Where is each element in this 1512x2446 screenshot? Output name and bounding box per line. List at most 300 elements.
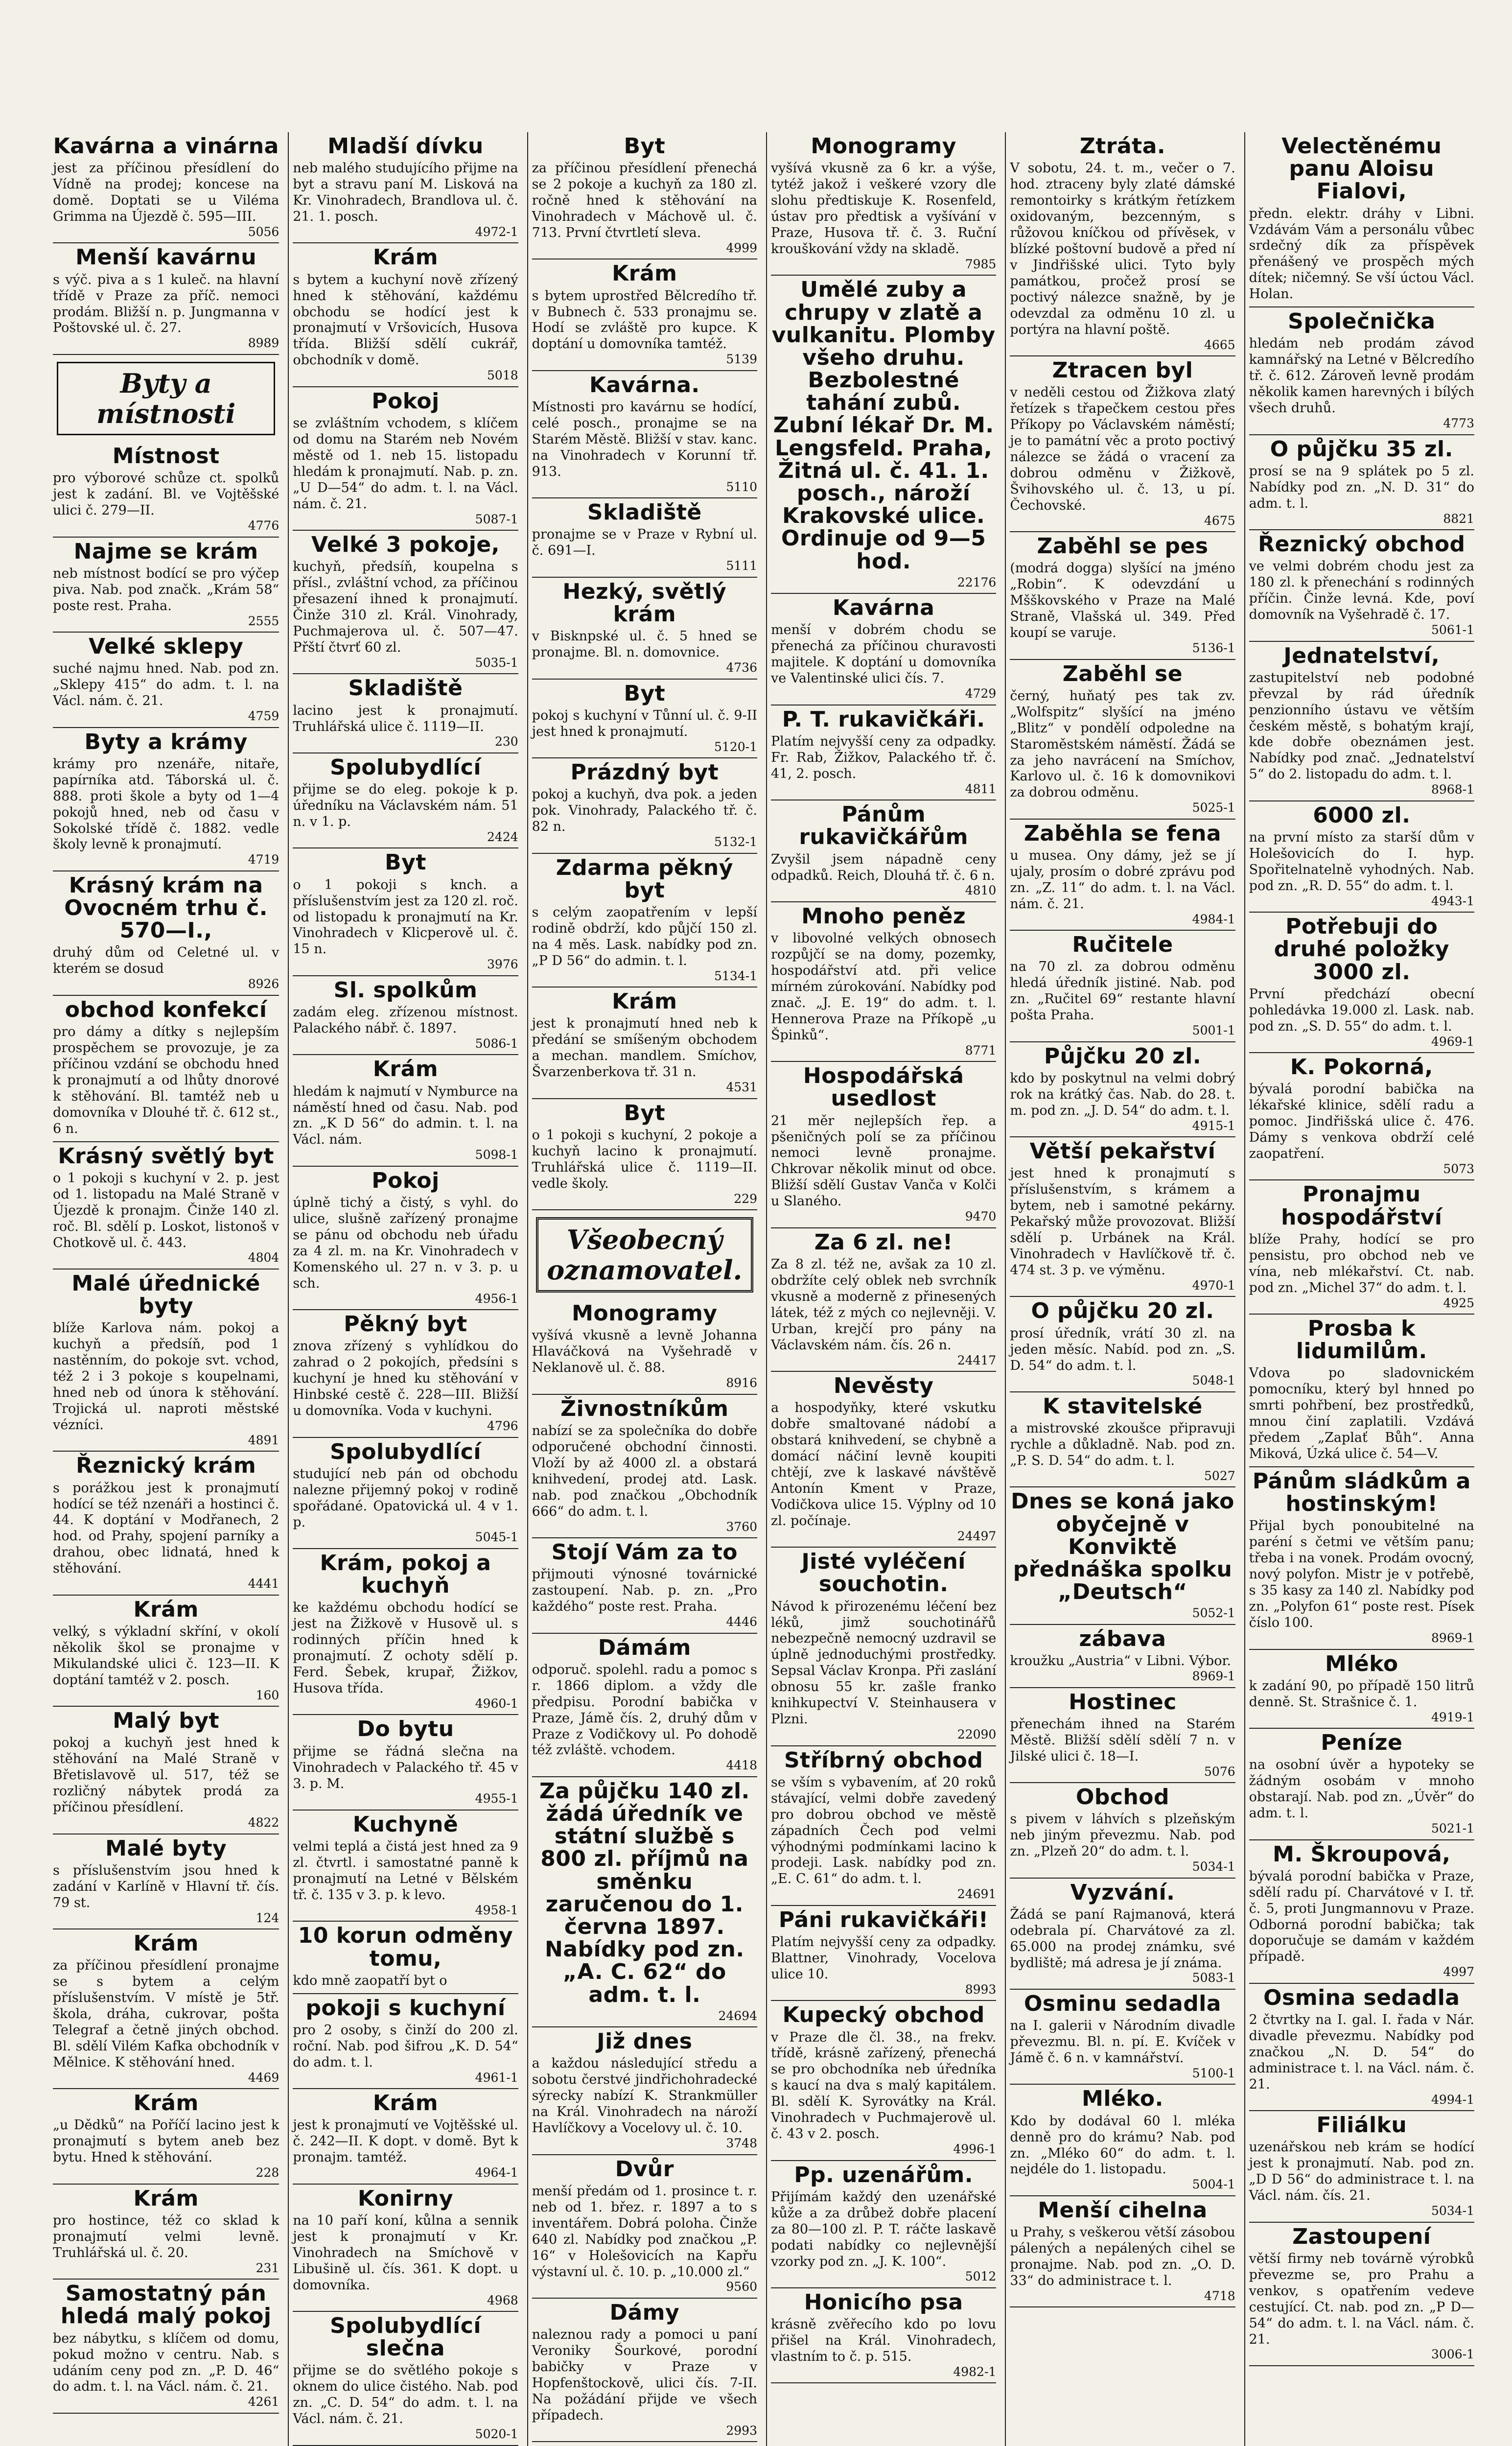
ad-heading: Pánům rukavičkářům	[799, 802, 968, 850]
ad-body: neb místnost bodící se pro výčep piva. Nab. pod značk. „Krám 58“ poste rest. Praha.	[53, 565, 279, 613]
ad-body: odporuč. spolehl. radu a pomoc s r. 1866 diplom. a vždy dle předpisu. Porodní babička v Praze, Jámě čís. 2, druhý dům v Praze z Vodičkovy ul. Po dohodě též zvláště. vchodem.	[532, 1662, 757, 1758]
ad-code: 8989	[248, 336, 279, 351]
ad-body: pro dámy a dítky s nejlepším prospěchem se provozuje, je za příčinou vzdání se obchodu hned k pronajmutí a od lhůty dnorové k stěhování. Bl. tamtéž neb u domovníka v Dlouhé tř. č. 612 st., 6 n.	[53, 1024, 279, 1136]
ad-body: Žádá se paní Rajmanová, která odebrala pí. Charvátové za zl. 65.000 na prodej známku, své bydliště; má adresa je jí známa.	[1010, 1906, 1235, 1971]
ad-code: 4719	[248, 852, 279, 867]
classified-ad	[293, 848, 518, 976]
ad-body: jest k pronajmutí hned neb k předání se smíšeným obchodem a mechan. mandlem. Smíchov, Švarzenberkova tř. 31 n.	[532, 1016, 757, 1080]
ad-body: větší firmy neb továrně výrobků převezme se, pro Prahu a venkov, s opatřením vedeve cestující. Ct. nab. pod zn. „P D—54“ do adm. t. l. na Václ. nám. č. 21.	[1249, 2251, 1474, 2347]
ad-body: předn. elektr. dráhy v Libni. Vzdávám Vám a personálu vůbec srdečný dík za příspěvek přenášený ve prospěch mých dítek; ničemný. Se vší úctou Václ. Holan.	[1249, 206, 1474, 302]
ad-code: 3976	[487, 957, 518, 972]
classified-ad	[293, 2089, 518, 2185]
ad-heading: P. T. rukavičkáři.	[782, 706, 985, 732]
ad-code: 229	[734, 1191, 757, 1206]
ad-code: 5110	[726, 479, 757, 494]
ad-heading: Krám	[133, 2186, 199, 2211]
ad-body: s bytem a kuchyní nově zřízený hned k stěhování, každému obchodu se hodící jest k pronajmutí v Vršovicích, Husova třída. Bližší sdělí cukrář, obchodník v domě.	[293, 272, 518, 368]
ad-heading: Pěkný byt	[344, 1312, 467, 1337]
ad-heading: Ztracen byl	[1052, 358, 1193, 383]
classified-ad	[53, 996, 279, 1142]
ad-heading: Byt	[624, 134, 666, 159]
ad-code: 4811	[965, 781, 997, 796]
ad-heading: Krám	[612, 989, 677, 1014]
classified-ad	[53, 871, 279, 996]
classified-ad	[532, 132, 757, 259]
ad-heading: Dnes se koná jako obyčejně v Konviktě přednáška spolku „Deutsch“	[1011, 1489, 1234, 1605]
ad-code: 8821	[1443, 511, 1474, 526]
ad-code: 4915-1	[1192, 1118, 1235, 1133]
ad-heading: Velké 3 pokoje,	[311, 532, 500, 558]
ad-code: 8969-1	[1431, 1631, 1474, 1645]
ad-body: „u Dědků“ na Poříčí lacino jest k pronajmutí s bytem aneb bez bytu. Hned k stěhování.	[53, 2117, 279, 2165]
ad-code: 4773	[1443, 416, 1474, 431]
ad-body: studující neb pán od obchodu nalezne přijemný pokoj v rodině spořádané. Opatovická ul. 4 v 1. p.	[293, 1466, 518, 1530]
ad-code: 8916	[726, 1376, 757, 1390]
ad-code: 4418	[726, 1758, 757, 1773]
ad-heading: Mladší dívku	[327, 134, 484, 159]
ad-body: a každou následující středu a sobotu čerstvé jindřichohradecké sýrecky nabízí K. Strankmüller na Král. Vinohradech na nároží Havlíčkovy a Vocelovy ul. č. 10.	[532, 2056, 757, 2136]
ad-body: s porážkou jest k pronajmutí hodící se též nzenáři a hostinci č. 44. K doptání v Modřanech, 2 hod. od Prahy, spojení parníky a drahou, obec lidnatá, hned k stěhování.	[53, 1480, 279, 1576]
ad-body: ke každému obchodu hodící se jest na Žižkově v Husově ul. s rodinných příčin hned k pronajmutí. Z ochoty sdělí p. Ferd. Šebek, krupař, Žižkov, Husova třída.	[293, 1600, 518, 1696]
ad-code: 5139	[726, 352, 757, 367]
column-5	[1005, 132, 1239, 2446]
classified-ad	[1010, 1688, 1235, 1784]
classified-ad	[771, 1548, 996, 1746]
classified-ad	[1249, 913, 1474, 1053]
ad-heading: Pokoj	[372, 388, 440, 414]
ad-body: krámy pro nzenáře, nitaře, papírníka atd. Táborská ul. č. 888. proti škole a byty od 1—4 pokojů hned, neb od času v Sokolské třídě č. 1882. vedle školy levně k pronajmutí.	[53, 756, 279, 852]
ad-body: 21 měr nejlepších řep. a pšeničných polí se za příčinou nemoci levně pronajme. Chkrovar několik minut od obce. Bližší sdělí Gustav Vanča v Kolči u Slaného.	[771, 1113, 997, 1209]
ad-heading: Již dnes	[597, 2029, 693, 2054]
ad-code: 4955-1	[475, 1791, 518, 1806]
ad-body: hledám k najmutí v Nymburce na náměstí hned od času. Nab. pod zn. „K D 56“ do admin. t. l. na Václ. nám.	[293, 1083, 518, 1148]
ad-body: vyšívá vkusně za 6 kr. a výše, tytéž jakož i veškeré vzory dle slohu předtiskuje K. Rosenfeld, ústav pro předtisk a vyšívání v Praze, Husova tř. č. 3. Ruční krouškování vždy na skladě.	[771, 161, 997, 257]
ad-heading: Zaběhl se pes	[1037, 534, 1209, 559]
ad-body: za příčinou přesídlení pronajme se s bytem a celým příslušenstvím. V místě je 5tř. škola, dráha, cukrovar, pošta Telegraf a četně jiných obchod. Bl. sdělí Vilém Kafka obchodník v Mělnice. K stěhování hned.	[53, 1958, 279, 2070]
ad-code: 4675	[1204, 513, 1235, 528]
ad-body: zastupitelství neb podobné převzal by rád úředník penzionního ústavu ve větším českém městě, s bohatým krají, kde dobře obeznámen jest. Nabídky pod znač. „Jednatelství 5“ do 2. listopadu do adm. t. l.	[1249, 670, 1474, 782]
ad-code: 5087-1	[475, 512, 518, 526]
ad-heading: Větší pekařství	[1029, 1139, 1216, 1164]
ad-heading: K stavitelské	[1043, 1393, 1203, 1419]
ad-body: uzenářskou neb krám se hodící jest k pronajmutí. Nab. pod zn. „D D 56“ do administrace t. l. na Václ. nám. čís. 21.	[1249, 2140, 1474, 2204]
classified-ad	[771, 2288, 996, 2384]
ad-code: 4796	[487, 1419, 518, 1433]
ad-body: blíže Prahy, hodící se pro pensistu, pro obchod neb ve vína, neb mlékařství. Ct. nab. pod zn. „Michel 37“ do adm. t. l.	[1249, 1231, 1474, 1295]
classified-ad	[53, 1270, 279, 1452]
ad-code: 8771	[965, 1043, 997, 1058]
classified-ad	[53, 1834, 279, 1930]
ad-code: 4956-1	[475, 1291, 518, 1306]
ad-heading: Skladiště	[348, 676, 463, 701]
ad-code: 4822	[248, 1815, 279, 1830]
ad-heading: Monogramy	[811, 134, 956, 159]
classified-ad	[293, 753, 518, 849]
ad-code: 5025-1	[1192, 800, 1235, 815]
ad-code: 4958-1	[475, 1903, 518, 1917]
ad-code: 5001-1	[1192, 1023, 1235, 1038]
classified-ad	[532, 2027, 757, 2155]
ad-heading: Malé úřednické byty	[71, 1270, 260, 1319]
ad-body: a hospodyňky, které vskutku dobře smaltované nádobí a obstará knihvedení, se chybně a domácí náčiní levně koupiti chtějí, zve k laskavé návštěvě Antonín Kment v Praze, Vodičkova ulice 15. Výplny od 10 zl. počínaje.	[771, 1400, 997, 1529]
ad-body: s příslušenstvím jsou hned k zadání v Karlíně v Hlavní tř. čís. 79 st.	[53, 1862, 279, 1910]
ad-code: 5052-1	[1192, 1606, 1235, 1621]
ad-code: 8993	[965, 1982, 997, 1997]
ad-code: 4810	[965, 883, 997, 898]
ad-heading: Kupecký obchod	[782, 2002, 985, 2028]
ad-code: 5120-1	[714, 739, 757, 754]
classified-ad	[1010, 1990, 1235, 2085]
ad-body: blíže Karlova nám. pokoj a kuchyň a předsíň, pod 1 nastěnním, do pokoje svt. vchod, též 2 i 3 pokoje s koupelnami, hned neb od února k stěhování. Trojická ul. naproti městské vézníci.	[53, 1320, 279, 1433]
ad-heading: Samostatný pán hledá malý pokoj	[60, 2281, 272, 2329]
ad-heading: Menší cihelna	[1038, 2197, 1208, 2223]
ad-body: na I. galerii v Národním divadle převezmu. Bl. n. pí. E. Kvíček v Jámě č. 6 n. v kamnářství.	[1010, 2018, 1235, 2066]
classified-ad	[1010, 1879, 1235, 1990]
ad-heading: Obchod	[1075, 1785, 1169, 1810]
ad-code: 8968-1	[1431, 782, 1474, 797]
ad-code: 8969-1	[1192, 1669, 1235, 1683]
ad-code: 4997	[1443, 1965, 1474, 1979]
ad-code: 4729	[965, 686, 997, 701]
classified-ad	[771, 902, 996, 1062]
classified-ad	[771, 1228, 996, 1372]
ad-heading: Velké sklepy	[88, 634, 244, 659]
ad-body: ve velmi dobrém chodu jest za 180 zl. k přenechání s rodinných příčin. Činže levná. Kde, poví domovník na Vyšehradě č. 17.	[1249, 559, 1474, 623]
ad-heading: Malý byt	[113, 1708, 220, 1734]
classified-ad	[293, 1549, 518, 1716]
ad-code: 5004-1	[1192, 2177, 1235, 2192]
ad-heading: Ztráta.	[1079, 134, 1166, 159]
classified-ad	[293, 2312, 518, 2446]
ad-code: 24694	[718, 2008, 757, 2023]
ad-body: pokoj a kuchyň, dva pok. a jeden pok. Vinohrady, Palackého tř. č. 82 n.	[532, 787, 757, 835]
ad-body: velký, s výkladní skříní, v okolí několik škol se pronajme v Mikulandské ulici č. 123—II. K doptání tamtéž v 2. posch.	[53, 1623, 279, 1688]
ad-code: 2555	[248, 613, 279, 628]
ad-code: 22176	[957, 575, 997, 589]
ad-heading: Společnička	[1288, 309, 1436, 334]
ad-code: 5086-1	[475, 1036, 518, 1051]
ad-heading: Dámy	[609, 2300, 680, 2325]
ad-body: zadám eleg. zřízenou místnost. Palackého nábř. č. 1897.	[293, 1005, 518, 1036]
classified-ad	[1249, 1650, 1474, 1729]
ad-code: 5083-1	[1192, 1971, 1235, 1985]
ad-heading: Půjčku 20 zl.	[1044, 1043, 1202, 1069]
ad-body: krásně zvěřecího kdo po lovu přišel na Král. Vinohradech, vlastním to č. p. 515.	[771, 2317, 997, 2364]
classified-ad	[1249, 132, 1474, 307]
ad-heading: Za půjčku 140 zl. žádá úředník ve státní službě s 800 zl. příjmů na směnku zaručenou do 1. června 1897. Nabídky pod zn. „A. C. 62“ do adm. t. l.	[539, 1778, 750, 2007]
classified-ad	[53, 243, 279, 354]
ad-heading: 10 korun odměny tomu,	[298, 1923, 513, 1971]
ad-code: 3006-1	[1431, 2347, 1474, 2362]
classified-ad	[1010, 1783, 1235, 1879]
ad-body: kuchyň, předsíň, koupelna s přísl., zvláštní vchod, za příčinou přesazení ihned k pronajmutí. Činže 310 zl. Král. Vinohrady, Puchmajerova ul. č. 507—47. Přští čtvrť 60 zl.	[293, 559, 518, 655]
ad-body: a mistrovské zkoušce připravuji rychle a důkladně. Nab. pod zn. „P. S. D. 54“ do adm. t. l.	[1010, 1421, 1235, 1468]
classified-ad	[1249, 2223, 1474, 2366]
ad-code: 5048-1	[1192, 1373, 1235, 1388]
classified-ad	[53, 633, 279, 728]
classified-ad	[532, 1538, 757, 1634]
classified-ad	[532, 854, 757, 988]
ad-body: černý, huňatý pes tak zv. „Wolfspitz“ slyšící na jméno „Blitz“ v pondělí odpoledne na Staroměstském náměstí. Žádá se za jeho navrácení na Smíchov, Karlovo ul. č. 16 k domovnikovi za dobrou odměnu.	[1010, 688, 1235, 800]
ad-body: o 1 pokoji s kuchyní v 2. p. jest od 1. listopadu na Malé Straně v Újezdě k pronajm. Činže 140 zl. roč. Bl. sdělí p. Loskot, listonoš v Chotkově ul. č. 443.	[53, 1170, 279, 1250]
ad-heading: Řeznický obchod	[1258, 532, 1465, 557]
newspaper-page	[49, 132, 1478, 2442]
ad-code: 4446	[726, 1615, 757, 1629]
classified-ad	[532, 259, 757, 371]
classified-ad	[1010, 1392, 1235, 1488]
ad-code: 9560	[726, 2280, 757, 2294]
ad-body: Vdova po sladovnickém pomocníku, který byl hnned po smrti pohřbení, bez prostředků, mnou činí zaplatili. Vzdává předem „Zaplať Bůh“. Anna Miková, Úzká ulice č. 54—V.	[1249, 1365, 1474, 1462]
ad-body: pokoj s kuchyní v Tůnní ul. č. 9-II jest hned k pronajmutí.	[532, 707, 757, 739]
classified-ad	[771, 1906, 996, 2001]
classified-ad	[771, 706, 996, 801]
ad-code: 24417	[957, 1353, 997, 1367]
classified-ad	[53, 1596, 279, 1707]
ad-code: 5021-1	[1431, 1821, 1474, 1835]
ad-code: 5132-1	[714, 835, 757, 849]
classified-ad	[1010, 1625, 1235, 1688]
ad-body: Přijímám každý den uzenářské kůže a za drůbež dobře placení za 80—100 zl. P. T. ráčte laskavě podati nabídky co nejlevnější vzorky pod zn. „J. K. 100“.	[771, 2189, 997, 2269]
ad-body: Za 8 zl. též ne, avšak za 10 zl. obdržíte celý oblek neb svrchník vkusně a moderně z přinesených látek, též z mých co nejlevněji. V. Urban, krejčí pro pány na Václavském nám. čís. 26 n.	[771, 1256, 997, 1353]
ad-body: hledám neb prodám závod kamnářský na Letné v Bělcredího tř. č. 612. Zároveň levně prodám několik kamen harevných i bílých všech druhů.	[1249, 336, 1474, 416]
classified-ad	[293, 1715, 518, 1811]
classified-ad	[293, 1055, 518, 1166]
ad-body: druhý dům od Celetné ul. v kterém se dosud	[53, 945, 279, 977]
ad-heading: Hezký, světlý krám	[562, 579, 727, 627]
ad-body: Místnosti pro kavárnu se hodící, celé posch., pronajme se na Starém Městě. Bližší v stav. kanc. na Vinohradech v Korunní tř. 913.	[532, 400, 757, 479]
ad-heading: O půjčku 20 zl.	[1031, 1298, 1214, 1324]
ad-body: kroužku „Austria“ v Libni. Výbor.	[1010, 1653, 1231, 1669]
classified-ad	[532, 1299, 757, 1395]
ad-body: s celým zaopatřením v lepší rodině obdrží, kdo půjčí 150 zl. na 4 měs. Lask. nabídky pod zn. „P D 56“ do admin. t. l.	[532, 904, 757, 968]
classified-ad	[1010, 532, 1235, 659]
classified-ad	[771, 1746, 996, 1906]
ad-body: o 1 pokoji s knch. a příslušenstvím jest za 120 zl. roč. od listopadu k pronajmutí na Kr. Vinohradech v Klicperově ul. č. 15 n.	[293, 877, 518, 957]
ad-heading: Filiálku	[1316, 2113, 1407, 2138]
ad-code: 5134-1	[714, 968, 757, 983]
ad-heading: Malé byty	[105, 1835, 227, 1861]
ad-heading: Do bytu	[357, 1717, 454, 1742]
classified-ad	[1010, 2085, 1235, 2196]
classified-ad	[1249, 435, 1474, 531]
ad-code: 5136-1	[1192, 641, 1235, 656]
ad-code: 4919-1	[1431, 1710, 1474, 1724]
ad-body: velmi teplá a čistá jest hned za 9 zl. čtvrtl. i samostatné panně k pronajmutí na Letné v Bělském tř. č. 135 v 3. p. k levo.	[293, 1839, 518, 1903]
ad-heading: Krám	[372, 2091, 439, 2116]
ad-heading: Jednatelství,	[1283, 643, 1440, 668]
ad-code: 4984-1	[1192, 912, 1235, 926]
ad-body: menší předám od 1. prosince t. r. neb od 1. břez. r. 1897 a to s inventářem. Dobrá poloha. Činže 640 zl. Nabídky pod značkou „P. 16“ v Holešovicích na Kapřu výstavní ul. č. 10. p. „10.000 zl.“	[532, 2183, 757, 2280]
ad-code: 4531	[726, 1080, 757, 1095]
ad-code: 4665	[1204, 337, 1235, 352]
ad-code: 4925	[1443, 1295, 1474, 1310]
ad-heading: Spolubydlící slečna	[330, 2313, 481, 2361]
classified-ad	[53, 2089, 279, 2185]
classified-ad	[1010, 1042, 1235, 1138]
classified-ad	[532, 2299, 757, 2442]
classified-ad	[293, 387, 518, 531]
ad-body: s bytem uprostřed Bělcredího tř. v Bubnech č. 533 pronajmu se. Hodí se zvláště pro kupce. K doptání u domovníka tamtéž.	[532, 288, 757, 352]
classified-ad	[1010, 132, 1235, 356]
ad-body: se zvláštním vchodem, s klíčem od domu na Starém neb Novém městě od 1. neb 15. listopadu hledám k pronajmutí. Nab. p. zn. „U D—54“ do adm. t. l. na Václ. nám. č. 21.	[293, 415, 518, 512]
column-3	[527, 132, 761, 2446]
classified-ad	[293, 531, 518, 674]
classified-ad	[53, 442, 279, 538]
classified-ad	[1249, 1053, 1474, 1180]
ad-code: 5034-1	[1192, 1859, 1235, 1874]
classified-ad	[293, 1811, 518, 1922]
classified-ad	[771, 594, 996, 705]
ad-heading: Krám, pokoj a kuchyň	[320, 1550, 491, 1599]
ad-code: 5018	[487, 368, 518, 383]
classified-ad	[293, 243, 518, 387]
ad-body: o 1 pokoji s kuchyní, 2 pokoje a kuchyň lacino k pronajmutí. Truhlářská ulice č. 1119—II. vedle školy.	[532, 1127, 757, 1191]
ad-heading: Najme se krám	[73, 539, 258, 564]
classified-ad	[1249, 1315, 1474, 1467]
ad-code: 228	[256, 2165, 279, 2180]
column-4	[766, 132, 1000, 2446]
ad-code: 5034-1	[1431, 2204, 1474, 2218]
ad-heading: O půjčku 35 zl.	[1270, 436, 1453, 462]
ad-heading: Monogramy	[572, 1301, 718, 1326]
ad-code: 4972-1	[475, 224, 518, 239]
classified-ad	[532, 578, 757, 680]
ad-heading: Krám	[133, 1597, 199, 1622]
ad-heading: Potřebuji do druhé položky 3000 zl.	[1274, 914, 1449, 985]
ad-code: 4964-1	[475, 2165, 518, 2180]
ad-body: V sobotu, 24. t. m., večer o 7. hod. ztraceny byly zlaté dámské remontoirky s krátkým řetízkem oxidovaným, bezcenným, s růžovou kníčkou od přívěsek, v blízké poštovní budově a před ní v Jindřišské ulici. Tyto byly památkou, pročež prosí se poctivý nálezce snažně, by je odevzdal za odměnu 10 zl. u portýra na hlavní poště.	[1010, 161, 1235, 337]
ad-body: lacino jest k pronajmutí. Truhlářská ulice č. 1119—II.	[293, 703, 518, 734]
ad-heading: Pronajmu hospodářství	[1281, 1182, 1442, 1230]
ad-body: přijmouti výnosné továrnické zastoupení. Nab. p. zn. „Pro každého“ poste rest. Praha.	[532, 1567, 757, 1615]
ad-heading: Dvůr	[615, 2156, 674, 2182]
ad-heading: Pokoj	[372, 1168, 440, 1193]
ad-heading: K. Pokorná,	[1290, 1055, 1433, 1080]
ad-body: naleznou rady a pomoci u paní Veroniky Šourkové, porodní babičky v Praze v Hopfenštockově, ulici čís. 7-II. Na požádání přijde ve všech případech.	[532, 2327, 757, 2423]
ad-heading: Vyzvání.	[1070, 1880, 1175, 1905]
ad-code: 160	[256, 1688, 279, 1702]
ad-code: 5073	[1443, 1161, 1474, 1176]
ad-code: 230	[494, 734, 518, 749]
ad-heading: obchod konfekcí	[65, 997, 267, 1022]
ad-code: 5012	[965, 2269, 997, 2284]
ad-code: 5020-1	[475, 2427, 518, 2442]
ad-body: prosí se na 9 splátek po 5 zl. Nabídky pod zn. „N. D. 31“ do adm. t. l.	[1249, 463, 1474, 511]
ad-heading: Řeznický krám	[76, 1453, 256, 1479]
ad-body: u Prahy, s veškerou větší zásobou pálených a nepálených cihel se pronajme. Nab. pod zn. „O. D. 33“ do administrace t. l.	[1010, 2225, 1235, 2288]
ad-heading: Honicího psa	[804, 2289, 963, 2315]
ad-heading: Mléko.	[1082, 2086, 1163, 2112]
ad-body: pro výborové schůze ct. spolků jest k zadání. Bl. ve Vojtěšské ulici č. 279—II.	[53, 470, 279, 518]
ad-body: (modrá dogga) slyšící na jméno „Robin“. K odevzdání u Mšškovského v Praze na Malé Straně, Vlašská ul. 349. Před koupí se varuje.	[1010, 561, 1235, 641]
classified-ad	[771, 2161, 996, 2288]
classified-ad	[1249, 642, 1474, 801]
classified-ad	[1249, 1984, 1474, 2111]
classified-ad	[1010, 1297, 1235, 1392]
ad-code: 4891	[248, 1433, 279, 1447]
classified-ad	[771, 1372, 996, 1548]
classified-ad	[1249, 1467, 1474, 1649]
ad-body: pronajme se v Praze v Rybní ul. č. 691—I.	[532, 527, 757, 559]
classified-ad	[771, 800, 996, 902]
ad-heading: Krám	[133, 2091, 199, 2116]
ad-code: 4960-1	[475, 1696, 518, 1711]
ad-heading: Spolubydlící	[330, 754, 481, 780]
ad-heading: Konirny	[357, 2186, 454, 2211]
classified-ad	[1010, 2196, 1235, 2307]
classified-ad	[293, 1310, 518, 1437]
classified-ad	[771, 1062, 996, 1228]
ad-body: pokoj a kuchyň jest hned k stěhování na Malé Straně v Břetislavově ul. 517, též se rozličný nábytek prodá za příčinou přesídlení.	[53, 1735, 279, 1815]
ad-heading: Páni rukavičkáři!	[778, 1907, 989, 1932]
ad-heading: Kavárna a vinárna	[53, 134, 279, 159]
ad-body: vyšívá vkusně a levně Johanna Hlaváčková na Vyšehradě v Neklanově ul. č. 88.	[532, 1328, 757, 1376]
ad-heading: Zdarma pěkný byt	[556, 855, 733, 903]
ad-heading: Byt	[385, 850, 426, 875]
ad-heading: Zaběhl se	[1062, 661, 1183, 686]
ad-code: 4969-1	[1431, 1034, 1474, 1049]
column-6	[1244, 132, 1478, 2446]
ad-body: v libovolné velkých obnosech rozpůjčí se na domy, pozemky, hospodářství atd. při velice mírném zúrokování. Nabídky pod znač. „J. E. 19“ do adm. t. l. Hennerova Praze na Příkopě „u Špinků“.	[771, 931, 997, 1043]
classified-ad	[532, 1395, 757, 1538]
ad-heading: Mnoho peněz	[801, 903, 966, 929]
ad-body: u musea. Ony dámy, jež se jí ujaly, prosím o dobré zprávu pod zn. „Z. 11“ do adm. t. l. na Václ. nám. č. 21.	[1010, 848, 1235, 912]
classified-ad	[532, 988, 757, 1099]
ad-body: pro 2 osoby, s činží do 200 zl. roční. Nab. pod šifrou „K. D. 54“ do adm. t. l.	[293, 2022, 518, 2070]
ad-body: První předchází obecní pohledávka 19.000 zl. Lask. nab. pod zn. „S. D. 55“ do adm. t. l.	[1249, 986, 1474, 1034]
ad-code: 4970-1	[1192, 1278, 1235, 1293]
ad-code: 8926	[248, 977, 279, 991]
ad-heading: Spolubydlící	[330, 1439, 481, 1464]
ad-body: suché najmu hned. Nab. pod zn. „Sklepy 415“ do adm. t. l. na Václ. nám. č. 21.	[53, 661, 279, 709]
ad-heading: Kavárna	[832, 595, 935, 621]
ad-code: 24497	[957, 1529, 997, 1543]
ad-heading: Krám	[612, 261, 677, 286]
ad-body: Přijal bych ponoubitelné na paréní s četmi ve větším panu; třeba i na vonek. Prodám ovocný, nový polyfon. Mistr je v potřebě, s 35 kasy za 140 zl. Nabídky pod zn. „Polyfon 61“ poste rest. Písek číslo 100.	[1249, 1518, 1474, 1631]
ad-body: pro hostince, též co sklad k pronajmutí velmi levně. Truhlářská ul. č. 20.	[53, 2212, 279, 2260]
ad-body: kdo by poskytnul na velmi dobrý rok na krátký čas. Nab. do 28. t. m. pod zn. „J. D. 54“ do adm. t. l.	[1010, 1070, 1235, 1118]
ad-code: 3748	[726, 2136, 757, 2151]
classified-ad	[53, 2280, 279, 2414]
classified-ad	[1249, 530, 1474, 641]
classified-ad	[53, 538, 279, 633]
ad-heading: Jisté vyléčení souchotin.	[801, 1549, 966, 1597]
ad-heading: Zaběhla se fena	[1024, 821, 1222, 846]
ad-heading: Krám	[372, 1057, 439, 1082]
ad-heading: Krásný krám na Ovocném trhu č. 570—I.,	[64, 872, 268, 943]
ad-heading: Peníze	[1321, 1730, 1403, 1756]
ad-heading: Zastoupení	[1292, 2224, 1431, 2249]
ad-code: 231	[256, 2260, 279, 2275]
ad-body: jest za příčinou přesídlení do Vídně na prodej; koncese na domě. Doptati se u Viléma Grimma na Újezdě č. 595—III.	[53, 161, 279, 224]
classified-ad	[1010, 660, 1235, 820]
classified-ad	[532, 2155, 757, 2299]
ad-body: bývalá porodní babička v Praze, sdělí radu pí. Charvátové v I. tř. č. 5, proti Jungmannovu v Praze. Odborná porodní babička; tak doporučuje se damám v každém případě.	[1249, 1868, 1474, 1965]
ad-body: menší v dobrém chodu se přenechá za příčinou churavosti majitele. K doptání u domovníka ve Valentinské ulici čís. 7.	[771, 622, 997, 686]
ad-heading: Kuchyně	[352, 1811, 459, 1837]
ad-heading: Místnost	[112, 444, 220, 469]
ad-heading: Hostinec	[1069, 1689, 1177, 1715]
ad-body: Kdo by dodával 60 l. mléka denně pro do krámu? Nab. pod zn. „Mléko 60“ do adm. t. l. nejdéle do 1. listopadu.	[1010, 2113, 1235, 2177]
classified-ad	[1249, 2111, 1474, 2222]
classified-ad	[53, 2185, 279, 2280]
ad-body: v Praze dle čl. 38., na frekv. třídě, krásně zařízený, přenechá se pro obchodníka neb úředníka s kaucí na dva s malý kapitálem. Bl. sdělí K. Syrovátky na Král. Vinohradech v Puchmajerově ul. č. 43 v 2. posch.	[771, 2029, 997, 2142]
classified-ad	[1249, 1729, 1474, 1840]
ad-body: za příčinou přesídlení přenechá se 2 pokoje a kuchyň za 180 zl. ročně hned k stěhování na Vinohradech v Máchově ul. č. 713. První čtvrtletí sleva.	[532, 161, 757, 240]
classified-ad	[53, 728, 279, 871]
ad-code: 5035-1	[475, 655, 518, 670]
ad-heading: M. Škroupová,	[1273, 1841, 1451, 1867]
